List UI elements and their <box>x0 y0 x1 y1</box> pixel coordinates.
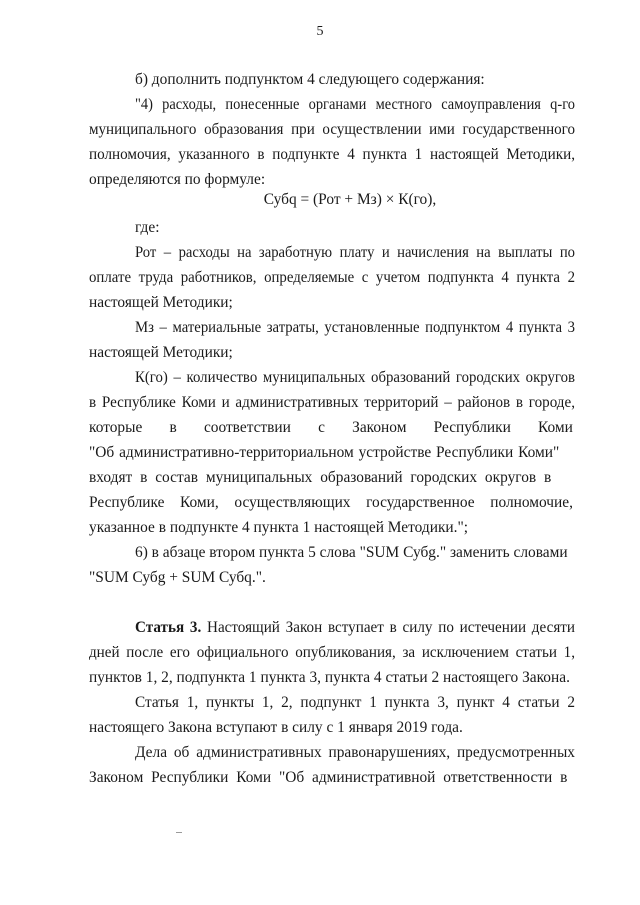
text-line: "SUM Субg + SUM Субq.". <box>89 569 266 586</box>
text-line: Дела об административных правонарушениях, предусмотренных <box>135 744 576 761</box>
text-line: "Об административно-территориальном устройстве Республики Коми" <box>89 444 560 461</box>
word: Коми, <box>180 494 219 511</box>
word: с <box>318 419 325 436</box>
word: Республики <box>433 419 511 436</box>
word: соответствии <box>203 419 291 436</box>
text-line: К(го) – количество муниципальных образований городских округов <box>135 369 575 386</box>
text-line: Мз – материальные затраты, установленные подпунктом 4 пункта 3 <box>135 319 575 336</box>
word: в <box>169 419 177 436</box>
text-line: дней после его официального опубликования, за исключением статьи 1, <box>89 644 576 661</box>
text-line: определяются по формуле: <box>89 171 266 188</box>
text-line <box>135 618 575 638</box>
text-line-justified <box>89 493 573 513</box>
word: государственное <box>366 494 475 511</box>
text-line: входят в состав муниципальных образований городских округов в <box>89 469 552 486</box>
text-line: указанное в подпункте 4 пункта 1 настоящей Методики."; <box>89 519 469 536</box>
text-line: "4) расходы, понесенные органами местного самоуправления q-го <box>135 96 576 113</box>
formula: Субq = (Рот + Мз) × К(го), <box>263 191 437 208</box>
text-line: настоящей Методики; <box>89 294 233 311</box>
text-line: 6) в абзаце втором пункта 5 слова "SUM Субg." заменить словами <box>135 544 568 561</box>
text-line: пунктов 1, 2, подпункта 1 пункта 3, пункта 4 статьи 2 настоящего Закона. <box>89 669 570 686</box>
word: которые <box>89 419 143 436</box>
word: полномочие, <box>490 494 573 511</box>
text-line: в Республике Коми и административных территорий – районов в городе, <box>89 394 575 411</box>
word: Республике <box>89 494 165 511</box>
text-line: Статья 1, пункты 1, 2, подпункт 1 пункта 3, пункт 4 статьи 2 <box>135 694 575 711</box>
article-text: Настоящий Закон вступает в силу по истечении десяти <box>207 619 575 636</box>
text-line: Законом Республики Коми "Об административной ответственности в <box>89 769 568 786</box>
text-line: где: <box>135 219 160 236</box>
text-line: оплате труда работников, определяемые с учетом подпункта 4 пункта 2 <box>89 269 576 286</box>
scan-speck <box>176 832 182 833</box>
word: Коми <box>538 419 573 436</box>
text-line: настоящего Закона вступают в силу с 1 января 2019 года. <box>89 719 463 736</box>
word: осуществляющих <box>234 494 351 511</box>
text-line: б) дополнить подпунктом 4 следующего содержания: <box>135 71 485 88</box>
text-line: муниципального образования при осуществлении ими государственного <box>89 121 575 138</box>
article-heading: Статья 3. <box>135 619 202 636</box>
page-number: 5 <box>316 24 324 39</box>
word: Законом <box>352 419 407 436</box>
text-line-justified <box>89 418 573 438</box>
text-line: Рот – расходы на заработную плату и начисления на выплаты по <box>135 244 576 261</box>
text-line: настоящей Методики; <box>89 344 233 361</box>
text-line: полномочия, указанного в подпункте 4 пункта 1 настоящей Методики, <box>89 146 576 163</box>
